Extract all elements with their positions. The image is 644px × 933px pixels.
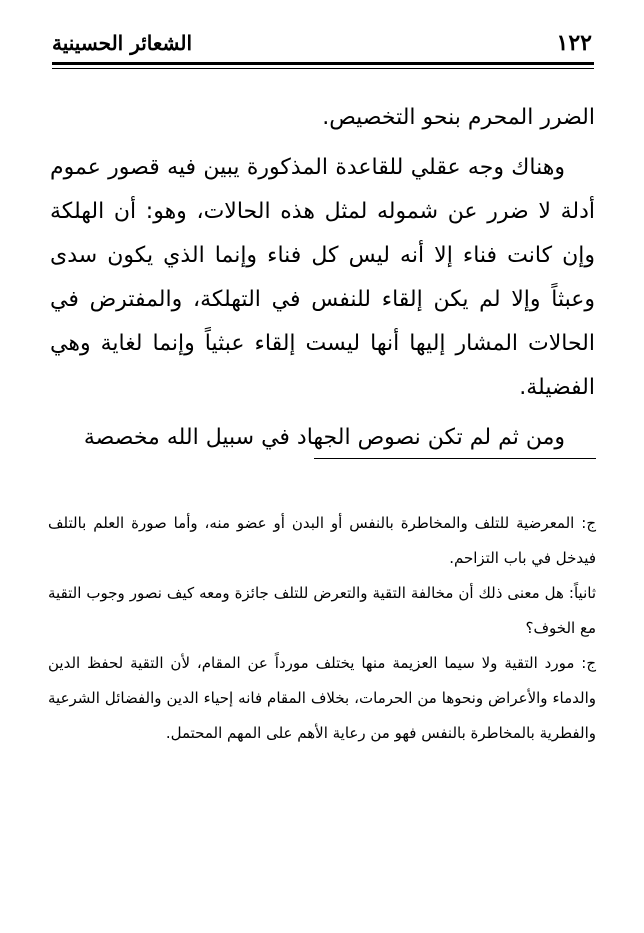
body-paragraph: ومن ثم لم تكن نصوص الجهاد في سبيل الله مخصصة <box>83 425 565 450</box>
footnote-separator <box>314 458 596 459</box>
body-paragraph: الضرر المحرم بنحو التخصيص. <box>322 105 595 130</box>
body-paragraph: وهناك وجه عقلي للقاعدة المذكورة يبين فيه قصور عموم أدلة لا ضرر عن شموله لمثل هذه الحالات، وهو: أن الهلكة وإن كانت فناء إلا أنه ليس كل فناء وإنما الذي يكون سدى وعبثاً وإلا لم يكن إلقاء للنفس في التهلكة، والمفترض في الحالات المشار إليها أنها ليست إلقاء عبثياً وإنما لغاية وهي الفضيلة. <box>50 155 595 400</box>
page-number: ١٢٢ <box>556 30 592 56</box>
footnote-paragraph: ثانياً: هل معنى ذلك أن مخالفة التقية والتعرض للتلف جائزة ومعه كيف نصور وجوب التقية مع الخوف؟ <box>48 584 596 637</box>
header-rule-thin <box>52 68 594 69</box>
footnotes <box>48 506 596 751</box>
page-header <box>52 28 592 62</box>
main-text <box>50 96 595 460</box>
footnote-paragraph: ج: المعرضية للتلف والمخاطرة بالنفس أو البدن أو عضو منه، وأما صورة العلم بالتلف فيدخل في باب التزاحم. <box>48 514 596 567</box>
header-rule-thick <box>52 62 594 65</box>
running-title: الشعائر الحسينية <box>52 31 193 55</box>
footnote-paragraph: ج: مورد التقية ولا سيما العزيمة منها يختلف مورداً عن المقام، لأن التقية لحفظ الدين والدماء والأعراض ونحوها من الحرمات، بخلاف المقام فانه إحياء الدين والفضائل الشرعية والفطرية بالمخاطرة بالنفس فهو من رعاية الأهم على المهم المحتمل. <box>48 654 596 742</box>
